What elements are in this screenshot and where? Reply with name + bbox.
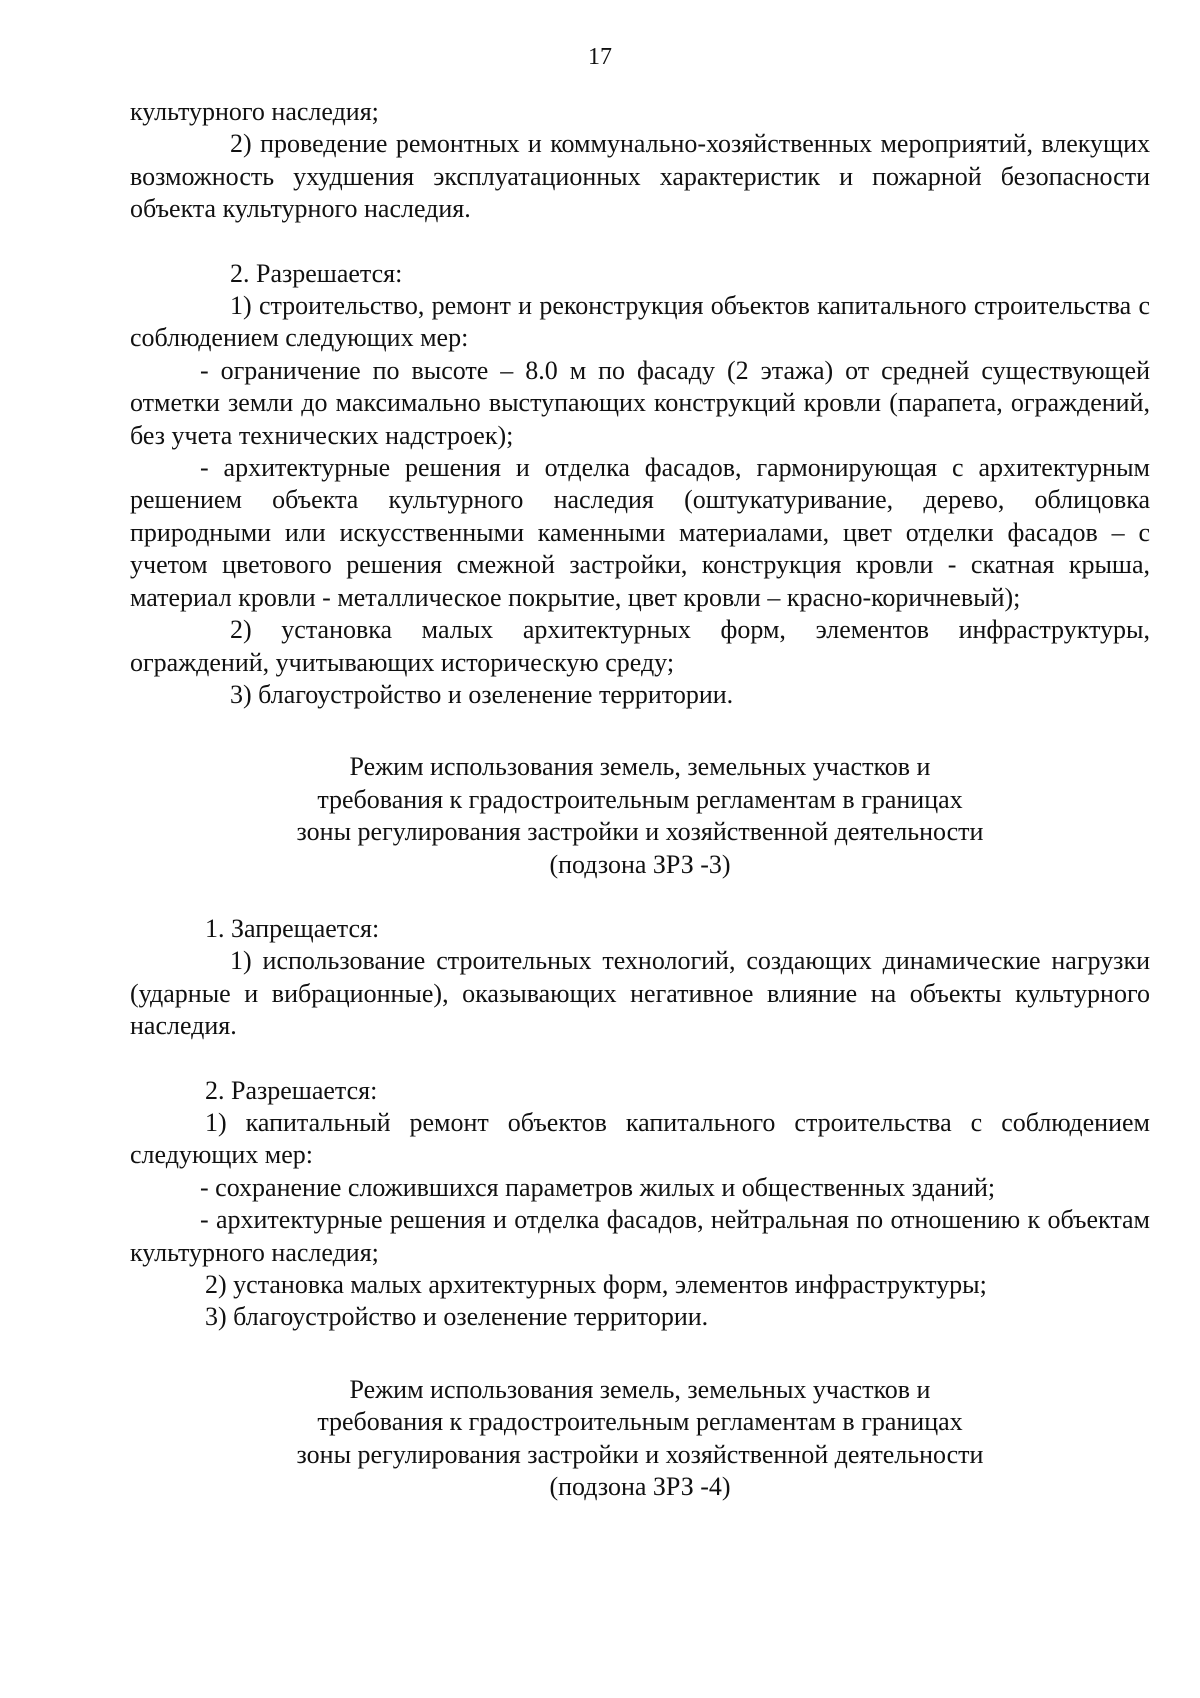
paragraph-zrz-3-bullet-1: - сохранение сложившихся параметров жилых и общественных зданий; [200, 1172, 996, 1202]
heading-zrz-4-line-3: зоны регулирования застройки и хозяйственной деятельности [296, 1439, 984, 1469]
section-heading-prohibited: 1. Запрещается: [205, 913, 380, 943]
paragraph-permitted-item-1: 1) строительство, ремонт и реконструкция объектов капитального строительства с соблюдением следующих мер: [130, 291, 1150, 353]
paragraph-permitted-item-2: 2) установка малых архитектурных форм, элементов инфраструктуры, ограждений, учитывающих историческую среду; [130, 615, 1150, 677]
heading-zrz-4-line-4: (подзона ЗРЗ -4) [549, 1472, 731, 1502]
spacer [130, 1043, 1150, 1075]
paragraph-zrz-3-bullet-2: - архитектурные решения и отделка фасадов, нейтральная по отношению к объектам культурного наследия; [130, 1205, 1150, 1267]
spacer [130, 226, 1150, 258]
heading-zrz-3-line-1: Режим использования земель, земельных участков и [349, 752, 931, 782]
paragraph-bullet-facades: - архитектурные решения и отделка фасадов, гармонирующая с архитектурным решением объекта культурного наследия (оштукатуривание, дерево, облицовка природными или искусственными каменными материалами, цвет отделки фасадов – с учетом цветового решения смежной застройки, конструкция кровли - скатная крыша, материал кровли - металлическое покрытие, цвет кровли – красно-коричневый); [130, 453, 1150, 612]
heading-zrz-4 [230, 1374, 1050, 1504]
heading-zrz-4-line-2: требования к градостроительным регламентам в границах [317, 1407, 963, 1437]
section-heading-permitted-zrz-3: 2. Разрешается: [205, 1075, 378, 1105]
paragraph-zrz-3-item-2: 2) установка малых архитектурных форм, элементов инфраструктуры; [205, 1270, 987, 1299]
paragraph-bullet-height-limit: - ограничение по высоте – 8.0 м по фасаду (2 этажа) от средней существующей отметки земли до максимально выступающих конструкций кровли (парапета, ограждений, без учета технических надстроек); [130, 355, 1150, 450]
document-body [130, 96, 1150, 1503]
spacer [130, 881, 1150, 913]
spacer [130, 711, 1150, 751]
paragraph-zrz-3-item-3: 3) благоустройство и озеленение территории. [205, 1302, 709, 1332]
heading-zrz-3-line-2: требования к градостроительным регламентам в границах [317, 784, 963, 814]
section-heading-permitted: 2. Разрешается: [230, 258, 403, 288]
paragraph-item-2: 2) проведение ремонтных и коммунально-хозяйственных мероприятий, влекущих возможность ухудшения эксплуатационных характеристик и пожарной безопасности объекта культурного наследия. [130, 129, 1150, 224]
paragraph-carry-over: культурного наследия; [130, 97, 379, 126]
heading-zrz-4-line-1: Режим использования земель, земельных участков и [349, 1374, 931, 1404]
paragraph-prohibited-item-1: 1) использование строительных технологий, создающих динамические нагрузки (ударные и вибрационные), оказывающих негативное влияние на объекты культурного наследия. [130, 946, 1150, 1041]
heading-zrz-3 [230, 751, 1050, 881]
heading-zrz-3-line-3: зоны регулирования застройки и хозяйственной деятельности [296, 817, 984, 847]
paragraph-permitted-item-3: 3) благоустройство и озеленение территории. [230, 679, 734, 709]
heading-zrz-3-line-4: (подзона ЗРЗ -3) [549, 849, 731, 879]
spacer [130, 1334, 1150, 1374]
page-number: 17 [588, 44, 612, 70]
paragraph-zrz-3-item-1: 1) капитальный ремонт объектов капитального строительства с соблюдением следующих мер: [130, 1107, 1150, 1170]
